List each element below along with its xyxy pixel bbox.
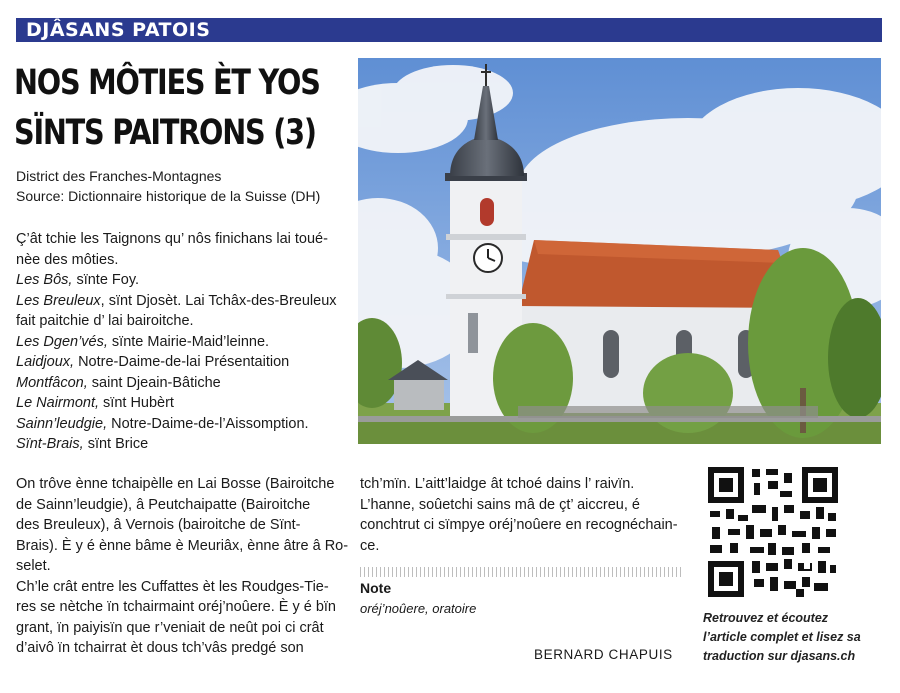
intro-line: Ç’ât tchie les Taignons qu’ nôs finichans lai toué- [16,231,328,247]
section-label: DJÂSANS PATOIS [26,19,211,41]
body-line: res se nètche ïn tchairmaint oréj’noûere. È y é bïn [16,599,336,615]
list-item: Sainn’leudgie, Notre-Daime-de-l’Aissomption. [16,415,309,432]
list-item: fait paitchie d’ lai bairoitche. [16,313,194,329]
body-line: ce. [360,537,380,554]
list-item: Laidjoux, Notre-Daime-de-lai Présentaition [16,354,290,370]
meta-district: District des Franches-Montagnes [16,168,222,184]
byline: BERNARD CHAPUIS [534,647,673,662]
qr-caption-line: Retrouvez et écoutez [703,611,829,625]
intro-line: nèe des môties. [16,251,119,268]
body-line: Brais). È y é ènne bâme è Meuriâx, ènne âtre â Ro- [16,537,349,554]
qr-caption-line: traduction sur djasans.ch [703,649,856,663]
body-column-1 [16,474,349,659]
body-line: selet. [16,558,51,574]
article-meta [16,166,320,206]
meta-source: Source: Dictionnaire historique de la Suisse (DH) [16,188,321,204]
body-line: L’hanne, soûetchi sains mâ de çt’ aiccreu, é [360,496,640,513]
article-title [14,58,342,158]
body-line: des Breuleux), â Vernois (bairoitche de Sïnt- [16,517,301,533]
qr-caption [703,609,888,666]
body-column-2 [360,474,690,556]
note-heading: Note [360,580,392,596]
body-line: d’aivô ïn tchairrat èt dous tch’vâs predgé son [16,640,304,656]
list-item: Les Breuleux, sïnt Djosèt. Lai Tchâx-des-Breuleux [16,292,337,309]
list-item: Les Bôs, sïnte Foy. [16,272,140,288]
body-line: grant, ïn paiyisïn que r’veniait de neût poi ci crât [16,619,324,636]
intro-and-parish-list [16,229,346,455]
list-item: Les Dgen’vés, sïnte Mairie-Maid’leinne. [16,333,270,350]
body-line: Ch’le crât entre les Cuffattes èt les Roudges-Tie- [16,578,329,595]
qr-code[interactable] [708,467,838,597]
note-text: oréj’noûere, oratoire [360,601,477,616]
body-line: On trôve ènne tchaipèlle en Lai Bosse (Bairoitche [16,476,335,492]
body-line: de Sainn’leudgie), â Peutchaipatte (Bairoitche [16,496,311,513]
body-line: tch’mïn. L’aitt’laidge ât tchoé dains l’ raivïn. [360,476,635,492]
section-banner [16,18,882,42]
list-item: Montfâcon, saint Djeain-Bâtiche [16,374,221,391]
list-item: Sïnt-Brais, sïnt Brice [16,436,149,452]
church-photo [358,58,881,444]
title-line: NOS MÔTIES ÈT YOS [14,63,320,103]
list-item: Le Nairmont, sïnt Hubèrt [16,395,174,411]
body-line: conchtrut ci sïmpye oréj’noûere en recognéchain- [360,517,678,533]
dotted-divider [360,567,684,577]
qr-caption-line: l’article complet et lisez sa [703,630,861,644]
title-line: SÏNTS PAITRONS (3) [14,113,316,153]
